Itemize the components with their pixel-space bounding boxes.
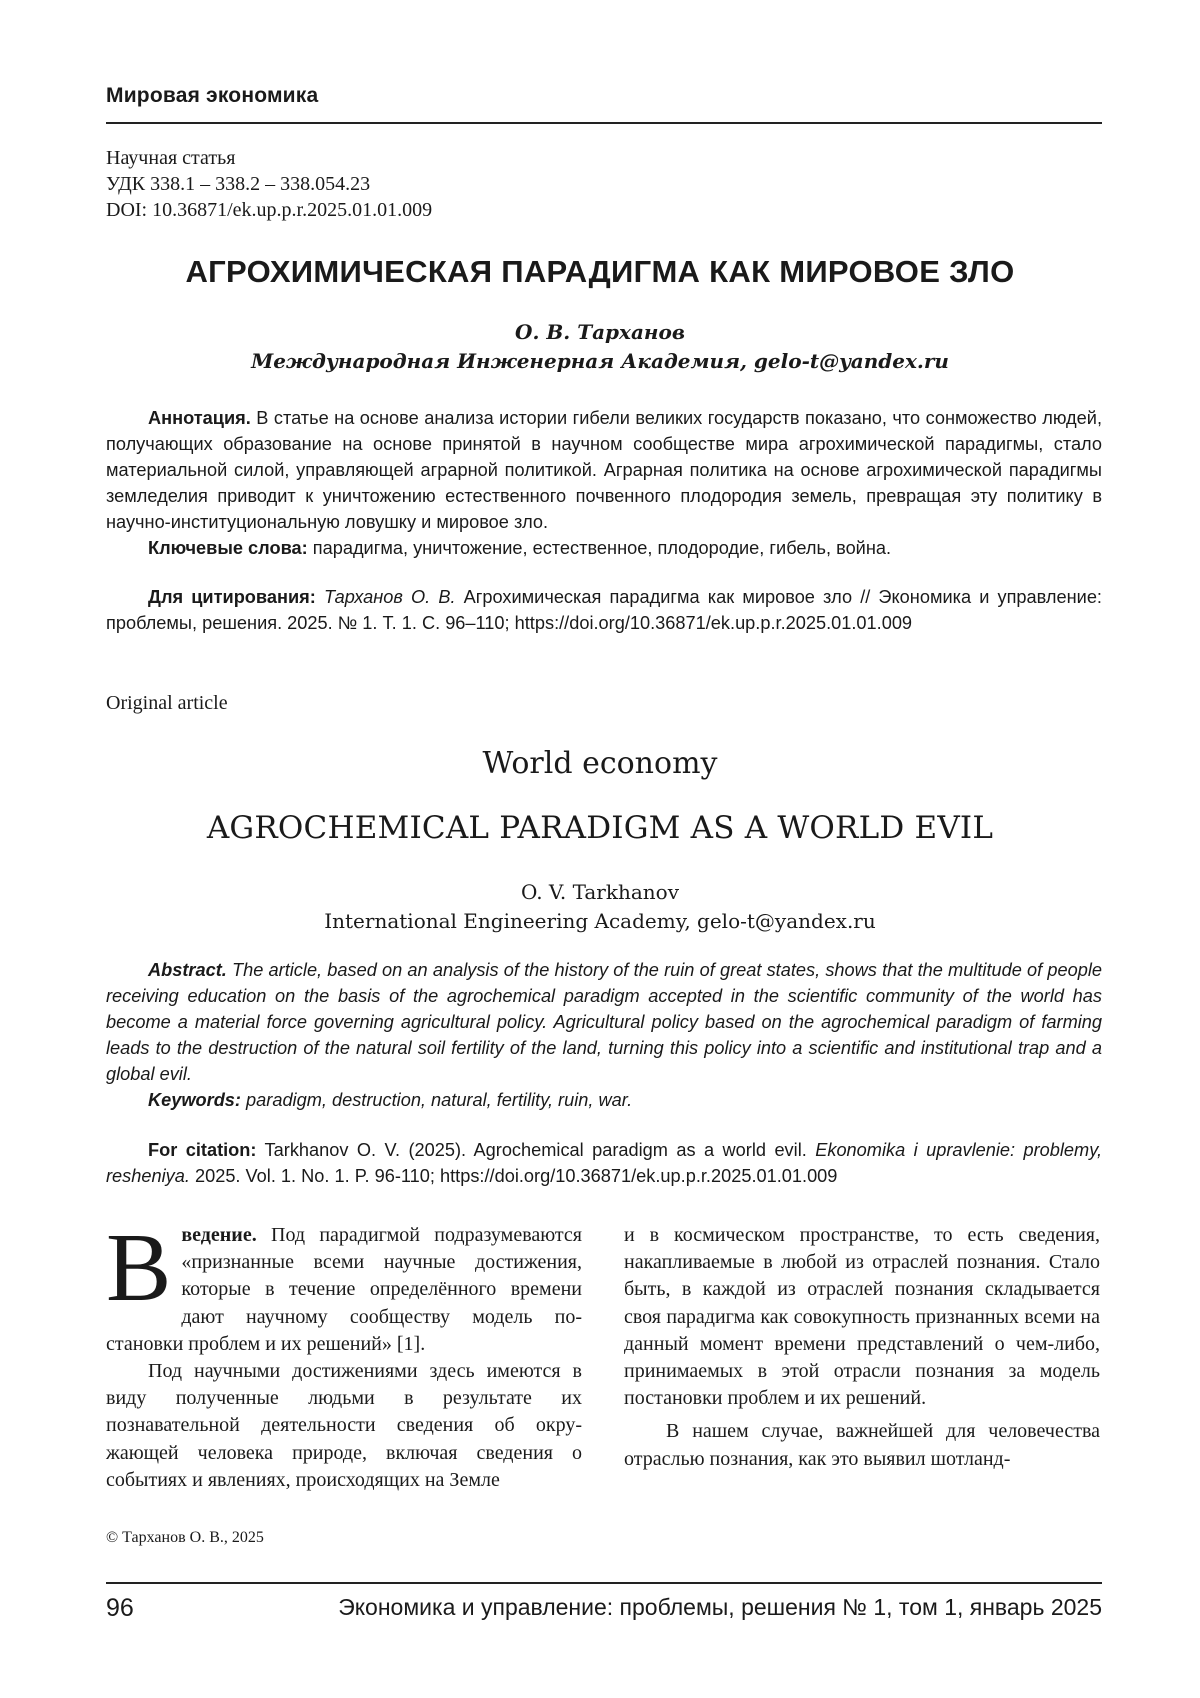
ru-abstract-label: Аннотация.: [148, 408, 251, 428]
en-author-block: [0, 878, 1200, 936]
en-article-type: Original article: [106, 692, 228, 714]
en-abstract-label: Abstract.: [148, 960, 227, 980]
body-column-right: [624, 1222, 1100, 1473]
intro-text: Под парадигмой подразумеваются «признанные всеми научные достижения, которые в течение определённого времени дают научному сообществу модель постановки проблем и их решений» [1].: [106, 1224, 582, 1355]
ru-title: АГРОХИМИЧЕСКАЯ ПАРАДИГМА КАК МИРОВОЕ ЗЛО: [185, 254, 1015, 289]
ru-citation-text: Агрохимическая парадигма как мировое зло // Экономика и управление: проблемы, решения. 2025. № 1. Т. 1. С. 96–110; https://doi.org/10.36871/ek.up.p.r.2025.01.01.009: [106, 587, 1102, 633]
en-section: World economy: [482, 746, 718, 781]
en-citation: [106, 1137, 1102, 1189]
header-rule: [106, 122, 1102, 124]
en-title: AGROCHEMICAL PARADIGM AS A WORLD EVIL: [206, 810, 994, 846]
en-citation-journal: Ekonomika i upravlenie: problemy, resheniya.: [106, 1140, 1102, 1186]
ru-abstract-block: [106, 405, 1102, 561]
left-paragraph-2: Под научными достижениями здесь имеются в виду полученные людьми в результате их познавательной деятельности сведения об окружающей человека природе, включая сведения о событиях и явлениях, происходящих на Земле: [106, 1360, 582, 1491]
article-meta: [106, 145, 432, 223]
en-citation-tail: 2025. Vol. 1. No. 1. P. 96-110; https://doi.org/10.36871/ek.up.p.r.2025.01.01.009: [189, 1166, 838, 1186]
ru-author: О. В. Тарханов: [515, 320, 685, 344]
en-keywords-text: paradigm, destruction, natural, fertility, ruin, war.: [240, 1090, 633, 1110]
en-abstract-text: The article, based on an analysis of the history of the ruin of great states, shows that the multitude of people receiving education on the basis of the agrochemical paradigm accepted in the scientific community of the world has become a material force governing agricultural policy. Agricultural policy based on the agrochemical paradigm of farming leads to the destruction of the natural soil fertility of the land, turning this policy into a scientific and institutional trap and a global evil.: [106, 960, 1102, 1084]
ru-citation-label: Для цитирования:: [148, 587, 316, 607]
article-type: Научная статья: [106, 147, 236, 169]
page-number: 96: [106, 1594, 134, 1622]
intro-heading: ведение.: [181, 1224, 257, 1246]
right-paragraph-1: и в космическом пространстве, то есть сведения, накапливаемые в любой из отраслей познания. Стало быть, в каждой из отраслей познания складывается своя парадигма как совокупность признанных всеми на данный момент времени представлений о чем-либо, принимаемых в этой отрасли познания за модель постановки проблем и их решений.: [624, 1224, 1100, 1410]
ru-abstract-text: В статье на основе анализа истории гибели великих государств показано, что сонможество людей, получающих образование на основе принятой в научном сообществе мира агрохимической парадигмы, стало материальной силой, управляющей аграрной политикой. Аграрная политика на основе агрохимической парадигмы земледелия приводит к уничтожению естественного почвенного плодородия земель, превращая эту политику в научно-институциональную ловушку и мировое зло.: [106, 408, 1102, 532]
drop-cap: В: [106, 1214, 172, 1322]
ru-affiliation: Международная Инженерная Академия, gelo-t@yandex.ru: [251, 349, 949, 373]
ru-keywords-text: парадигма, уничтожение, естественное, плодородие, гибель, война.: [307, 538, 892, 558]
intro-paragraph: [106, 1214, 582, 1358]
ru-author-block: [0, 318, 1200, 376]
section-header: Мировая экономика: [106, 84, 319, 107]
footer-rule: [106, 1582, 1102, 1584]
ru-keywords: [106, 535, 1102, 561]
ru-citation-author: Тарханов О. В.: [323, 587, 456, 607]
doi[interactable]: DOI: 10.36871/ek.up.p.r.2025.01.01.009: [106, 199, 433, 221]
journal-footer: Экономика и управление: проблемы, решения № 1, том 1, январь 2025: [338, 1594, 1102, 1620]
ru-abstract: [106, 405, 1102, 535]
body-column-left: [106, 1214, 582, 1494]
en-abstract: [106, 957, 1102, 1087]
en-affiliation: International Engineering Academy, gelo-t@yandex.ru: [324, 909, 876, 933]
copyright: © Тарханов О. В., 2025: [106, 1529, 264, 1546]
en-citation-text: Tarkhanov O. V. (2025). Agrochemical paradigm as a world evil.: [256, 1140, 816, 1160]
ru-keywords-label: Ключевые слова:: [148, 538, 308, 558]
right-paragraph-2: В нашем случае, важнейшей для человечества отраслью познания, как это выявил шотланд-: [624, 1420, 1100, 1470]
en-citation-label: For citation:: [148, 1140, 257, 1160]
udk-code: УДК 338.1 – 338.2 – 338.054.23: [106, 173, 371, 195]
ru-citation: [106, 584, 1102, 636]
en-keywords-label: Keywords:: [148, 1090, 241, 1110]
en-abstract-block: [106, 957, 1102, 1113]
en-author: O. V. Tarkhanov: [520, 880, 680, 904]
en-keywords: [106, 1087, 1102, 1113]
